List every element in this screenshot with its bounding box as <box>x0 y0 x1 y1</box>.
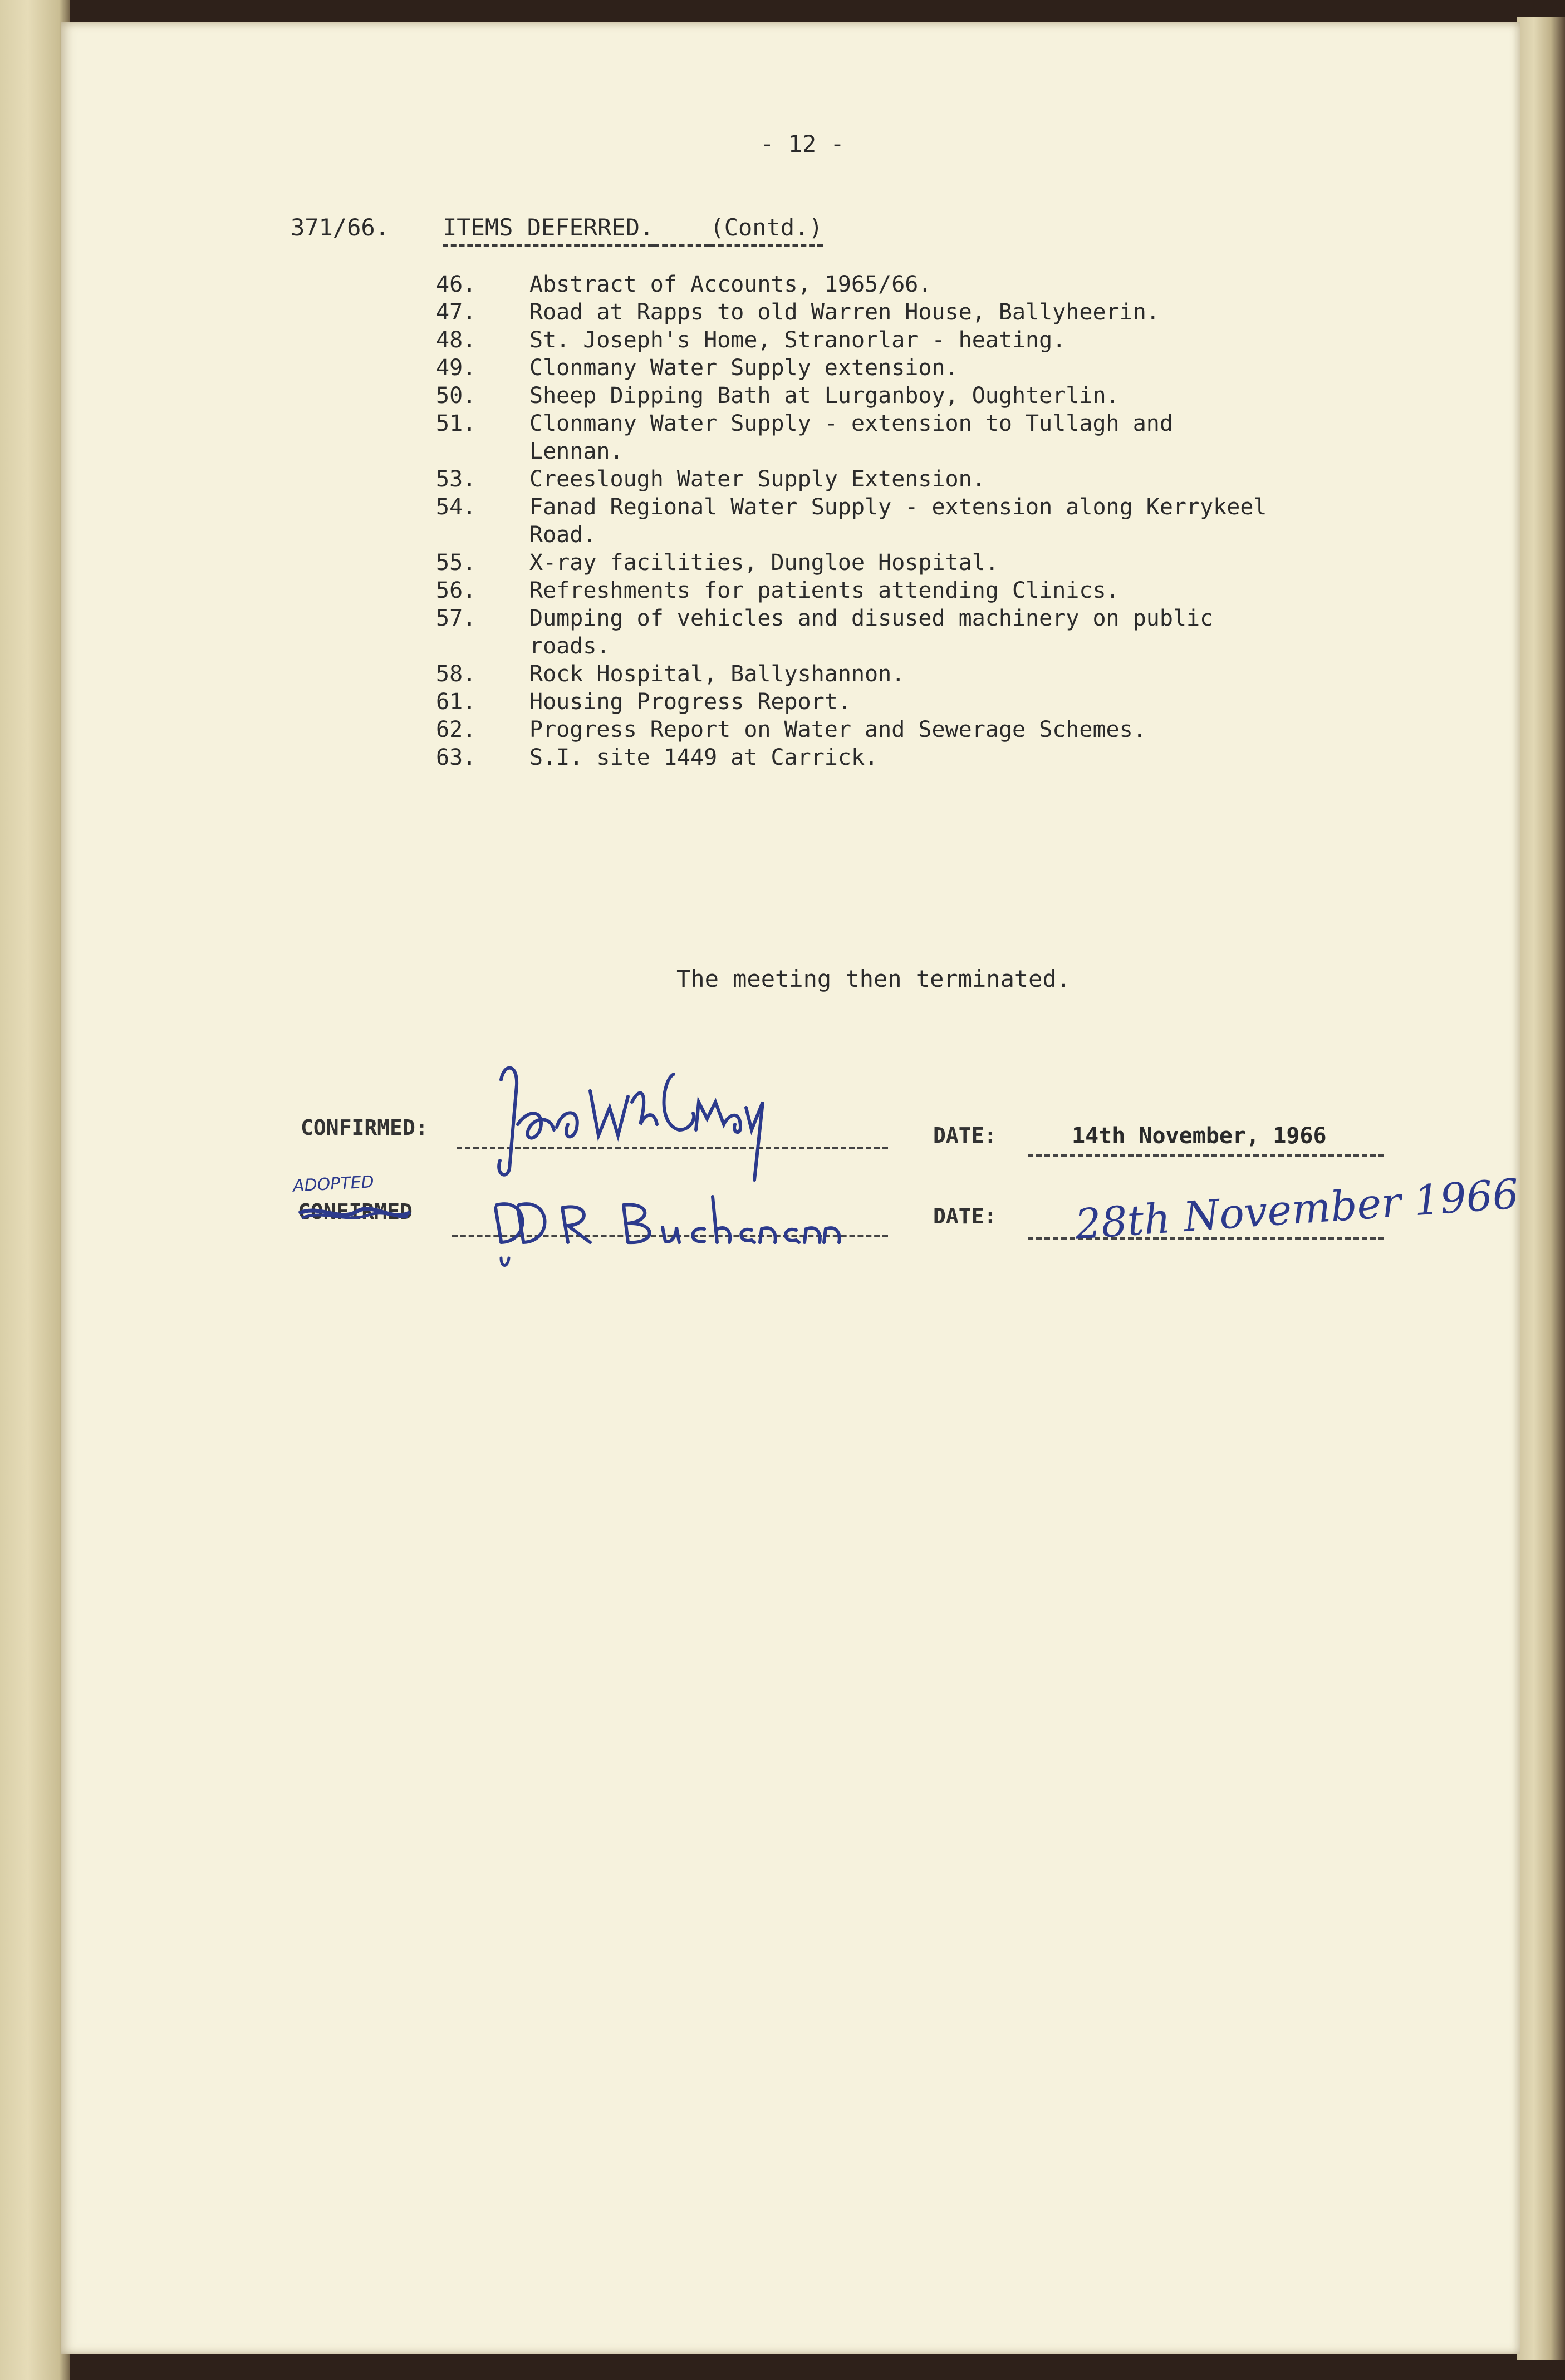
date-line <box>1028 1154 1384 1157</box>
item-text: Dumping of vehicles and disused machinery on public roads. <box>529 606 1214 659</box>
facing-page-edge <box>0 0 70 2380</box>
list-item <box>436 577 1271 604</box>
minute-reference: 371/66. <box>291 214 390 241</box>
item-text: X-ray facilities, Dungloe Hospital. <box>529 550 999 576</box>
list-item <box>436 493 1271 549</box>
item-text: St. Joseph's Home, Stranorlar - heating. <box>529 327 1066 353</box>
date-label: DATE: <box>933 1123 997 1148</box>
item-number: 63. <box>436 745 477 770</box>
list-item <box>436 326 1271 354</box>
item-number: 55. <box>436 550 477 576</box>
list-item <box>436 549 1271 577</box>
list-item <box>436 688 1271 716</box>
item-text: Housing Progress Report. <box>529 689 851 715</box>
list-item <box>436 465 1271 493</box>
list-item <box>436 271 1271 298</box>
item-number: 61. <box>436 689 477 715</box>
adopted-date: 28th November 1966 <box>1073 1170 1520 1249</box>
item-text: Clonmany Water Supply extension. <box>529 355 959 381</box>
list-item <box>436 744 1271 771</box>
list-item <box>436 660 1271 688</box>
item-text: Refreshments for patients attending Clinics. <box>529 578 1120 603</box>
list-item <box>436 410 1271 465</box>
confirmed-date: 14th November, 1966 <box>1072 1123 1327 1149</box>
item-text: S.I. site 1449 at Carrick. <box>529 745 879 770</box>
item-number: 58. <box>436 661 477 687</box>
item-text: Road at Rapps to old Warren House, Ballyheerin. <box>529 299 1160 325</box>
item-text: Fanad Regional Water Supply - extension along Kerrykeel Road. <box>529 494 1267 548</box>
section-heading-text: ITEMS DEFERRED. <box>443 214 654 247</box>
date-label: DATE: <box>933 1204 997 1228</box>
item-number: 48. <box>436 327 477 353</box>
item-number: 57. <box>436 606 477 631</box>
item-number: 56. <box>436 578 477 603</box>
item-number: 53. <box>436 466 477 492</box>
item-number: 54. <box>436 494 477 520</box>
item-text: Rock Hospital, Ballyshannon. <box>529 661 905 687</box>
item-number: 50. <box>436 383 477 409</box>
struck-label: CONFIRMED <box>298 1199 413 1224</box>
list-item <box>436 354 1271 382</box>
list-item <box>436 382 1271 410</box>
strikethrough-scribble <box>296 1201 413 1226</box>
item-text: Abstract of Accounts, 1965/66. <box>529 272 932 297</box>
adopted-handwritten: ADOPTED <box>292 1172 375 1196</box>
adopted-signature <box>484 1174 885 1275</box>
page-number: - 12 - <box>760 130 845 158</box>
confirmed-signature <box>479 1041 791 1186</box>
section-heading <box>443 216 823 239</box>
item-number: 47. <box>436 299 477 325</box>
list-item <box>436 298 1271 326</box>
list-item <box>436 604 1271 660</box>
book-edge <box>1517 17 1565 2360</box>
item-text: Sheep Dipping Bath at Lurganboy, Oughterlin. <box>529 383 1120 409</box>
deferred-items-list <box>436 271 1271 771</box>
item-text: Creeslough Water Supply Extension. <box>529 466 985 492</box>
section-contd: (Contd.) <box>710 214 822 247</box>
item-number: 46. <box>436 272 477 297</box>
item-text: Clonmany Water Supply - extension to Tullagh and Lennan. <box>529 411 1173 464</box>
item-number: 49. <box>436 355 477 381</box>
list-item <box>436 716 1271 744</box>
confirmed-label: CONFIRMED: <box>301 1115 428 1140</box>
closing-statement: The meeting then terminated. <box>676 965 1071 992</box>
item-number: 62. <box>436 717 477 742</box>
item-text: Progress Report on Water and Sewerage Schemes. <box>529 717 1146 742</box>
item-number: 51. <box>436 411 477 436</box>
